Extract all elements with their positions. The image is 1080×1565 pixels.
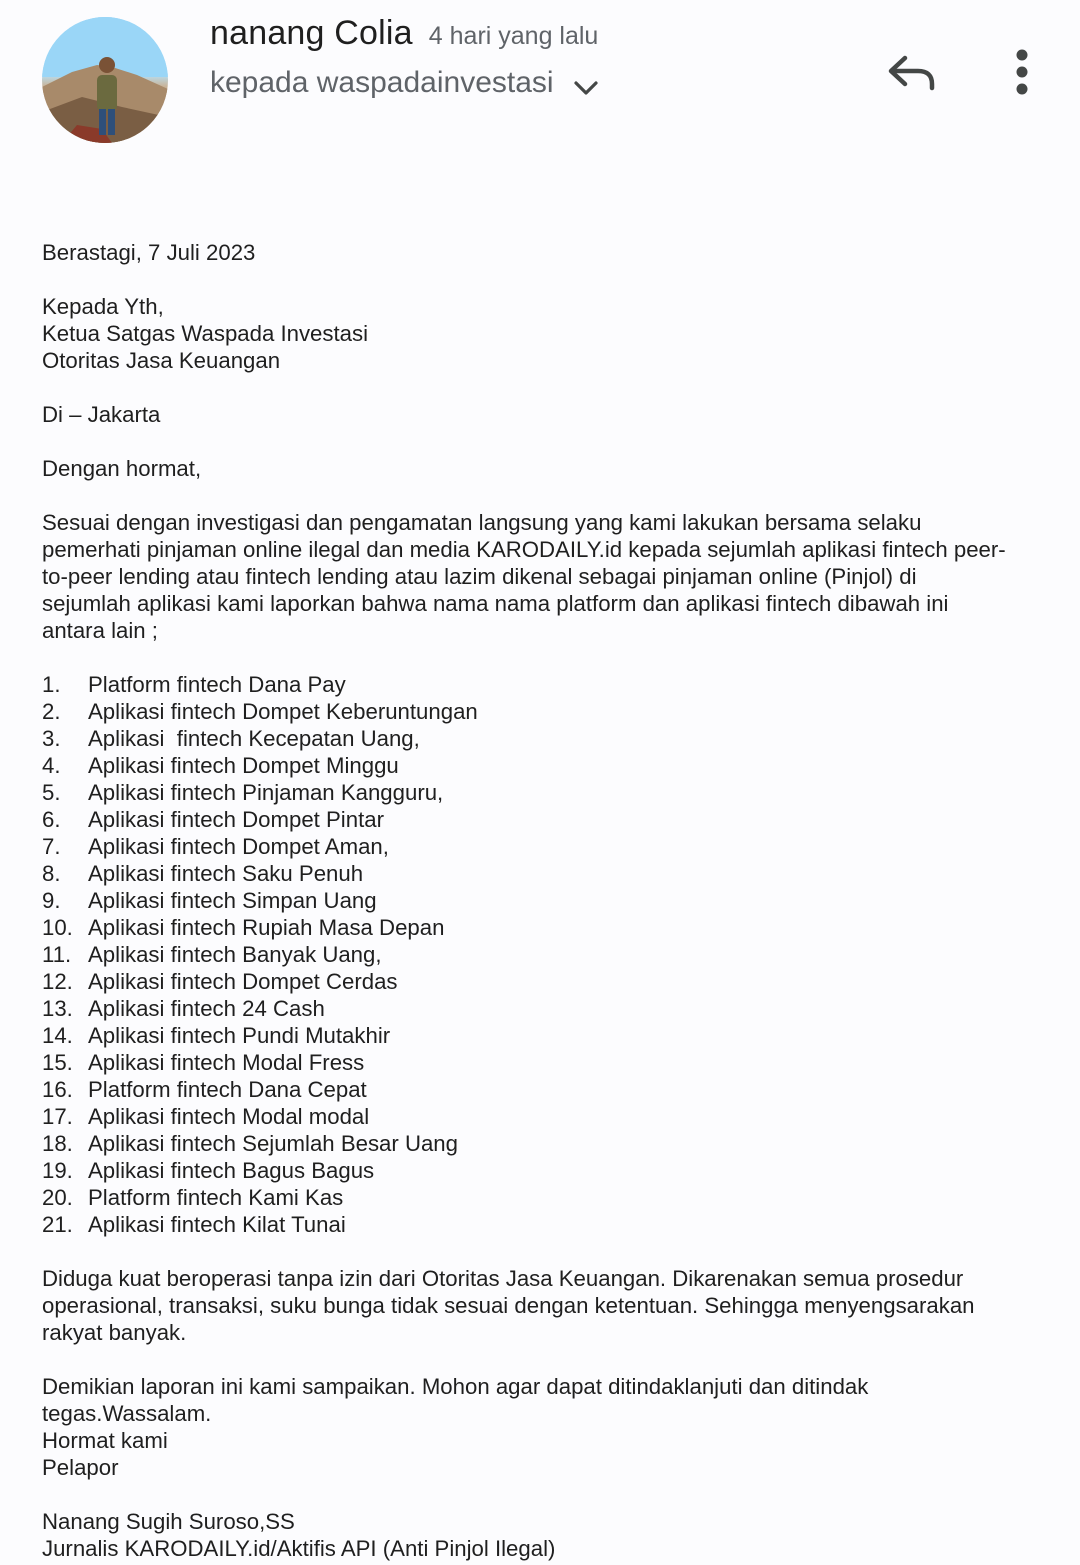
- email-header: [0, 0, 1080, 160]
- list-number: 6.: [42, 807, 61, 832]
- list-text: Aplikasi fintech Simpan Uang: [88, 888, 377, 913]
- list-item: [42, 1103, 1042, 1130]
- list-text: Aplikasi fintech Dompet Keberuntungan: [88, 699, 478, 724]
- fintech-list: [42, 671, 1042, 1238]
- list-item: [42, 941, 1042, 968]
- addressee-line: Ketua Satgas Waspada Investasi: [42, 321, 369, 346]
- more-vertical-icon: [1014, 48, 1030, 96]
- list-item: [42, 1076, 1042, 1103]
- list-number: 11.: [42, 942, 72, 967]
- list-item: [42, 1049, 1042, 1076]
- signature-block: [42, 1508, 1042, 1562]
- list-text: Aplikasi fintech Banyak Uang,: [88, 942, 382, 967]
- list-number: 4.: [42, 753, 61, 778]
- list-item: [42, 860, 1042, 887]
- list-item: [42, 968, 1042, 995]
- addressee-line: Kepada Yth,: [42, 294, 164, 319]
- paragraph-line: pemerhati pinjaman online ilegal dan media KARODAILY.id kepada sejumlah aplikasi fintech peer-: [42, 537, 1006, 562]
- list-number: 18.: [42, 1131, 73, 1156]
- signature-title: Jurnalis KARODAILY.id/Aktifis API (Anti Pinjol Ilegal): [42, 1536, 556, 1561]
- list-number: 17.: [42, 1104, 73, 1129]
- list-text: Aplikasi fintech Dompet Minggu: [88, 753, 399, 778]
- list-number: 3.: [42, 726, 61, 751]
- intro-paragraph: [42, 509, 1042, 644]
- paragraph-line: sejumlah aplikasi kami laporkan bahwa nama nama platform dan aplikasi fintech dibawah ini: [42, 591, 949, 616]
- list-text: Aplikasi fintech Rupiah Masa Depan: [88, 915, 445, 940]
- list-text: Aplikasi fintech Kilat Tunai: [88, 1212, 346, 1237]
- more-options-button[interactable]: [996, 40, 1048, 104]
- list-item: [42, 752, 1042, 779]
- list-number: 12.: [42, 969, 73, 994]
- list-item: [42, 779, 1042, 806]
- list-text: Platform fintech Dana Pay: [88, 672, 346, 697]
- list-number: 7.: [42, 834, 61, 859]
- list-text: Aplikasi fintech Dompet Pintar: [88, 807, 384, 832]
- recipient-text: kepada waspadainvestasi: [210, 66, 554, 99]
- sender-name[interactable]: nanang Colia: [210, 14, 413, 52]
- reply-icon: [886, 52, 938, 92]
- closing-line: tegas.Wassalam.: [42, 1401, 212, 1426]
- chevron-down-icon[interactable]: [572, 78, 600, 98]
- addressee-line: Otoritas Jasa Keuangan: [42, 348, 281, 373]
- list-item: [42, 1157, 1042, 1184]
- list-text: Aplikasi fintech Bagus Bagus: [88, 1158, 375, 1183]
- list-item: [42, 671, 1042, 698]
- list-item: [42, 725, 1042, 752]
- list-text: Platform fintech Dana Cepat: [88, 1077, 367, 1102]
- list-text: Aplikasi fintech Sejumlah Besar Uang: [88, 1131, 458, 1156]
- list-item: [42, 1211, 1042, 1238]
- list-number: 10.: [42, 915, 73, 940]
- list-text: Aplikasi fintech Pundi Mutakhir: [88, 1023, 391, 1048]
- list-item: [42, 1130, 1042, 1157]
- greeting: Dengan hormat,: [42, 456, 202, 481]
- paragraph-line: operasional, transaksi, suku bunga tidak sesuai dengan ketentuan. Sehingga menyengsarakan: [42, 1293, 975, 1318]
- list-text: Aplikasi fintech 24 Cash: [88, 996, 325, 1021]
- list-text: Aplikasi fintech Dompet Cerdas: [88, 969, 398, 994]
- list-number: 21.: [42, 1212, 73, 1237]
- list-text: Aplikasi fintech Dompet Aman,: [88, 834, 389, 859]
- list-number: 19.: [42, 1158, 73, 1183]
- paragraph-line: to-peer lending atau fintech lending atau lazim dikenal sebagai pinjaman online (Pinjol) di: [42, 564, 917, 589]
- paragraph-line: Sesuai dengan investigasi dan pengamatan langsung yang kami lakukan bersama selaku: [42, 510, 922, 535]
- paragraph-line: antara lain ;: [42, 618, 158, 643]
- paragraph-line: rakyat banyak.: [42, 1320, 187, 1345]
- location: Di – Jakarta: [42, 402, 161, 427]
- recipient-details-toggle[interactable]: [210, 66, 600, 100]
- addressee-block: [42, 293, 1042, 374]
- signature-name: Nanang Sugih Suroso,SS: [42, 1509, 295, 1534]
- list-number: 14.: [42, 1023, 73, 1048]
- suspicion-paragraph: [42, 1265, 1042, 1346]
- list-item: [42, 887, 1042, 914]
- sender-line: [210, 14, 598, 53]
- list-number: 20.: [42, 1185, 73, 1210]
- avatar-photo-icon: [42, 17, 168, 143]
- list-number: 15.: [42, 1050, 73, 1075]
- list-item: [42, 914, 1042, 941]
- place-date: Berastagi, 7 Juli 2023: [42, 240, 256, 265]
- list-item: [42, 698, 1042, 725]
- list-number: 1.: [42, 672, 61, 697]
- list-number: 9.: [42, 888, 61, 913]
- list-item: [42, 995, 1042, 1022]
- list-text: Aplikasi fintech Kecepatan Uang,: [88, 726, 420, 751]
- closing-line: Hormat kami: [42, 1428, 168, 1453]
- list-number: 16.: [42, 1077, 73, 1102]
- sender-avatar[interactable]: [42, 17, 168, 143]
- list-number: 13.: [42, 996, 73, 1021]
- list-text: Aplikasi fintech Pinjaman Kangguru,: [88, 780, 444, 805]
- list-text: Aplikasi fintech Saku Penuh: [88, 861, 364, 886]
- list-item: [42, 1184, 1042, 1211]
- list-text: Aplikasi fintech Modal Fress: [88, 1050, 365, 1075]
- list-number: 2.: [42, 699, 61, 724]
- list-number: 5.: [42, 780, 61, 805]
- list-text: Aplikasi fintech Modal modal: [88, 1104, 370, 1129]
- sent-time: 4 hari yang lalu: [428, 22, 599, 50]
- reply-button[interactable]: [880, 42, 944, 102]
- list-item: [42, 806, 1042, 833]
- list-text: Platform fintech Kami Kas: [88, 1185, 344, 1210]
- email-body: [42, 239, 1042, 1562]
- closing-line: Pelapor: [42, 1455, 119, 1480]
- closing-line: Demikian laporan ini kami sampaikan. Mohon agar dapat ditindaklanjuti dan ditindak: [42, 1374, 869, 1399]
- paragraph-line: Diduga kuat beroperasi tanpa izin dari Otoritas Jasa Keuangan. Dikarenakan semua prosedur: [42, 1266, 964, 1291]
- closing-block: [42, 1373, 1042, 1481]
- list-number: 8.: [42, 861, 61, 886]
- list-item: [42, 833, 1042, 860]
- list-item: [42, 1022, 1042, 1049]
